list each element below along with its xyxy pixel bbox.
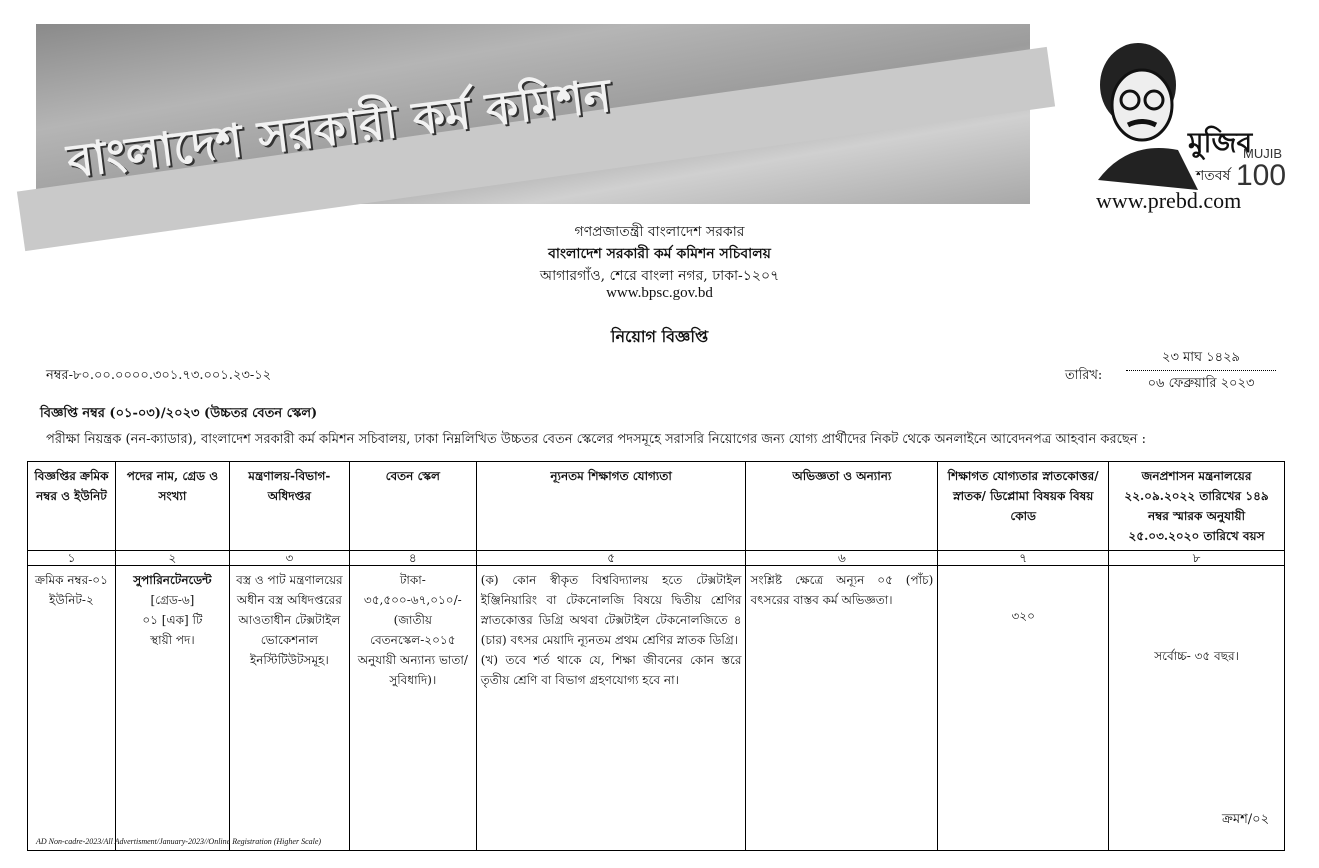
col-number: ৭	[938, 551, 1109, 566]
cell-experience: সংশ্লিষ্ট ক্ষেত্রে অন্যূন ০৫ (পাঁচ) বৎসরের বাস্তব কর্ম অভিজ্ঞতা।	[746, 566, 938, 851]
column-number-row	[28, 551, 1285, 566]
header-experience: অভিজ্ঞতা ও অন্যান্য	[746, 462, 938, 551]
memo-number: নম্বর-৮০.০০.০০০০.৩০১.৭৩.০০১.২৩-১২	[46, 368, 272, 383]
cell-serial: ক্রমিক নম্বর-০১ ইউনিট-২	[28, 566, 116, 851]
svg-text:মুজিব: মুজিব	[1188, 126, 1253, 159]
date-english: ০৬ ফেব্রুয়ারি ২০২৩	[1147, 376, 1255, 391]
header-subject-code: শিক্ষাগত যোগ্যতার স্নাতকোত্তর/স্নাতক/ ডিপ্লোমা বিষয়ক বিষয় কোড	[938, 462, 1109, 551]
cell-subject-code: ৩২০	[938, 566, 1109, 851]
col-number: ৬	[746, 551, 938, 566]
mujib-100-logo	[1068, 30, 1287, 192]
table-header-row	[28, 462, 1285, 551]
header-serial: বিজ্ঞপ্তির ক্রমিক নম্বর ও ইউনিট	[28, 462, 116, 551]
header-ministry: মন্ত্রণালয়-বিভাগ-অধিদপ্তর	[229, 462, 349, 551]
banner-logo-text: বাংলাদেশ সরকারী কর্ম কমিশন	[64, 67, 614, 189]
date-label: তারিখ:	[1065, 368, 1103, 383]
col-number: ২	[115, 551, 229, 566]
header-age: জনপ্রশাসন মন্ত্রনালয়ের ২২.০৯.২০২২ তারিখের ১৪৯ নম্বর স্মারক অনুযায়ী ২৫.০৩.২০২০ তারিখে বয়স	[1109, 462, 1285, 551]
intro-text: পরীক্ষা নিয়ন্ত্রক (নন-ক্যাডার), বাংলাদেশ সরকারী কর্ম কমিশন সচিবালয়, ঢাকা নিম্নলিখিত উচ্চতর বেতন স্কেলের পদসমূহে সরাসরি নিয়োগের জন্য যোগ্য প্রার্থীদের নিকট থেকে অনলাইনে আবেদনপত্র আহবান করছেন :	[46, 432, 1147, 447]
header-post: পদের নাম, গ্রেড ও সংখ্যা	[115, 462, 229, 551]
date-divider	[1126, 370, 1276, 371]
watermark-site: www.prebd.com	[1096, 188, 1242, 213]
col-number: ৫	[476, 551, 746, 566]
svg-text:MUJIB: MUJIB	[1243, 146, 1282, 161]
page-title: নিয়োগ বিজ্ঞপ্তি	[610, 327, 709, 346]
continued-marker: ক্রমশ/০২	[1222, 812, 1270, 827]
cell-qualification	[476, 566, 746, 851]
cell-ministry: বস্ত্র ও পাট মন্ত্রণালয়ের অধীন বস্ত্র অধিদপ্তরের আওতাধীন টেক্সটাইল ভোকেশনাল ইনস্টিটিউটসমূহ।	[229, 566, 349, 851]
svg-text:100: 100	[1236, 159, 1287, 192]
post-name: সুপারিনটেনডেন্ট	[133, 573, 212, 587]
col-number: ৪	[349, 551, 476, 566]
col-number: ১	[28, 551, 116, 566]
col-number: ৩	[229, 551, 349, 566]
svg-text:শতবর্ষ: শতবর্ষ	[1196, 168, 1231, 184]
header-pay-scale: বেতন স্কেল	[349, 462, 476, 551]
bpsc-banner-image	[36, 24, 1030, 204]
vacancy-table	[27, 461, 1285, 851]
qualification-a: (ক) কোন স্বীকৃত বিশ্ববিদ্যালয় হতে টেক্সটাইল ইঞ্জিনিয়ারিং বা টেকনোলজি বিষয়ে দ্বিতীয় শ্রেণির স্নাতকোত্তর ডিগ্রি অথবা টেক্সটাইল টেকনোলজিতে ৪ (চার) বৎসর মেয়াদি ন্যূনতম প্রথম শ্রেণির স্নাতক ডিগ্রি।	[480, 573, 742, 647]
website-link[interactable]: www.bpsc.gov.bd	[606, 285, 713, 301]
post-count: ০১ [এক] টি	[142, 613, 203, 627]
govt-name: গণপ্রজাতন্ত্রী বাংলাদেশ সরকার	[574, 224, 745, 240]
cell-pay-scale: টাকা- ৩৫,৫০০-৬৭,০১০/- (জাতীয় বেতনস্কেল-২০১৫ অনুযায়ী অন্যান্য ভাতা/সুবিধাদি)।	[349, 566, 476, 851]
header-qualification: ন্যূনতম শিক্ষাগত যোগ্যতা	[476, 462, 746, 551]
post-type: স্থায়ী পদ।	[150, 633, 195, 647]
cell-age: সর্বোচ্চ- ৩৫ বছর।	[1109, 566, 1285, 851]
col-number: ৮	[1109, 551, 1285, 566]
secretariat-name: বাংলাদেশ সরকারী কর্ম কমিশন সচিবালয়	[548, 246, 771, 262]
cell-post	[115, 566, 229, 851]
qualification-b: (খ) তবে শর্ত থাকে যে, শিক্ষা জীবনের কোন স্তরে তৃতীয় শ্রেণি বা বিভাগ গ্রহণযোগ্য হবে না।	[480, 653, 742, 687]
file-reference: AD Non-cadre-2023/All Advertisment/January-2023//Online Registration (Higher Scale)	[36, 837, 322, 846]
address: আগারগাঁও, শেরে বাংলা নগর, ঢাকা-১২০৭	[539, 268, 780, 284]
table-row	[28, 566, 1285, 851]
post-grade: [গ্রেড-৬]	[150, 593, 195, 607]
notice-number: বিজ্ঞপ্তি নম্বর (০১-০৩)/২০২৩ (উচ্চতর বেতন স্কেল)	[40, 406, 318, 421]
date-bangla: ২৩ মাঘ ১৪২৯	[1162, 350, 1240, 365]
